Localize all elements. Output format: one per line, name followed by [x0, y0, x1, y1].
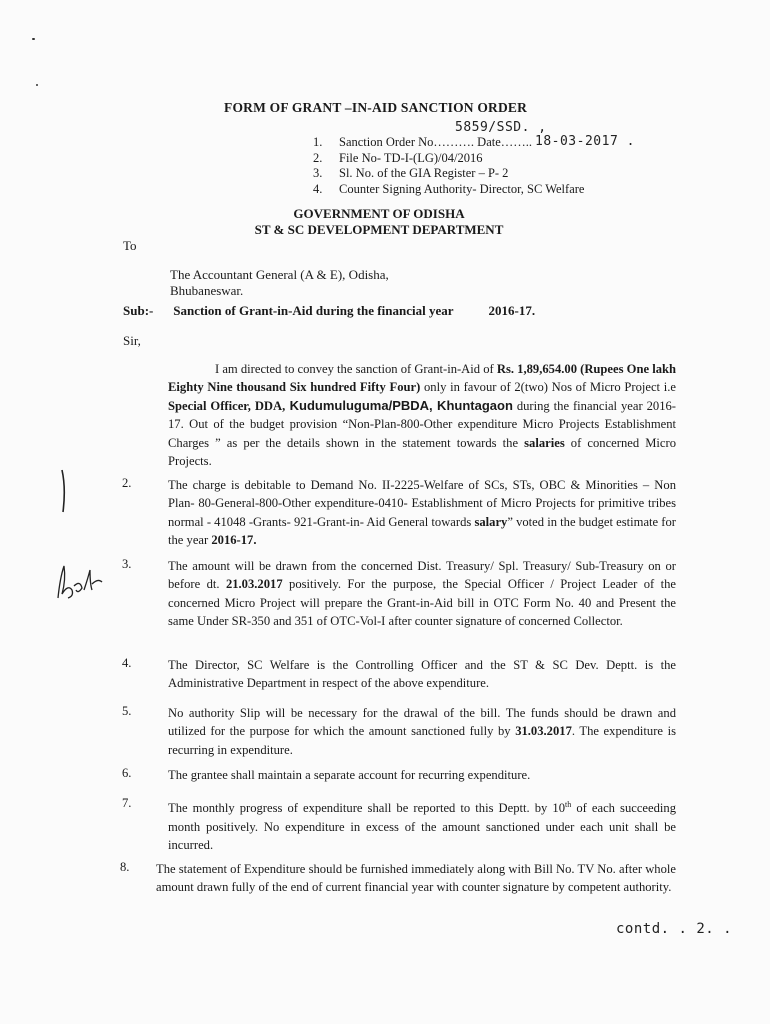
handwritten-order-date: 18-03-2017 .	[535, 134, 635, 149]
handwritten-order-number: 5859/SSD. ,	[455, 120, 547, 135]
scan-speck	[36, 84, 38, 86]
handwritten-initials-signature	[52, 560, 104, 602]
to-label: To	[123, 238, 137, 253]
paragraph-4: The Director, SC Welfare is the Controlling Officer and the ST & SC Dev. Deptt. is the Administrative Department in respect of the above expenditure.	[168, 658, 676, 691]
paragraph-number: 3.	[122, 557, 132, 571]
header-item: 2. File No- TD-I-(LG)/04/2016	[313, 150, 483, 165]
paragraph-1: I am directed to convey the sanction of Grant-in-Aid of Rs. 1,89,654.00 (Rupees One lakh Eighty Nine thousand Six hundred Fifty Four) only in favour of 2(two) Nos of Micro Project i.e Special Officer, DDA, Kudumuluguma/PBDA, Khuntagaon during the financial year 2016-17. Out of the budget provision “Non-Plan-800-Other expenditure Micro Projects Establishment Charges ” as per the details shown in the statement towards the salaries of concerned Micro Projects.	[168, 362, 677, 469]
paragraph-number: 2.	[122, 476, 132, 490]
paragraph-5: No authority Slip will be necessary for the drawal of the bill. The funds should be drawn and utilized for the purpose for which the amount sanctioned fully by 31.03.2017. The expenditure is recurring in expenditure.	[168, 706, 677, 757]
paragraph-number: 5.	[122, 704, 132, 718]
scan-speck	[32, 38, 35, 40]
subject-line: Sub:- Sanction of Grant-in-Aid during the financial year 2016-17.	[123, 303, 536, 318]
paragraph-2: The charge is debitable to Demand No. II-2225-Welfare of SCs, STs, OBC & Minorities – Non Plan- 80-General-800-Other expenditure-0410- Establishment of Micro Projects for primitive tribes normal - 41048 -Grants- 921-Grant-in- Aid General towards salary” voted in the budget estimate for the year 2016-17.	[168, 478, 676, 548]
paragraph-7: The monthly progress of expenditure shall be reported to this Deptt. by 10th of each succeeding month positively. No expenditure in excess of the amount sanctioned under each unit shall be incurred.	[168, 800, 676, 852]
paragraph-8: The statement of Expenditure should be furnished immediately along with Bill No. TV No. after whole amount drawn fully of the end of current financial year with counter signature by competent authority.	[156, 862, 676, 895]
header-item: 3. Sl. No. of the GIA Register – P- 2	[313, 166, 509, 180]
paragraph-number: 6.	[122, 766, 132, 780]
margin-bracket-mark	[58, 468, 70, 514]
salutation: Sir,	[123, 333, 141, 348]
addressee: The Accountant General (A & E), Odisha, Bhubaneswar.	[170, 267, 389, 298]
paragraph-number: 8.	[120, 860, 130, 874]
paragraph-number: 4.	[122, 656, 132, 670]
header-item: 1. Sanction Order No………. Date……..	[313, 135, 533, 149]
continued-note: contd. . 2. .	[616, 921, 733, 937]
paragraph-6: The grantee shall maintain a separate account for recurring expenditure.	[168, 768, 531, 782]
paragraph-number: 7.	[122, 796, 132, 810]
paragraph-3: The amount will be drawn from the concerned Dist. Treasury/ Spl. Treasury/ Sub-Treasury on or before dt. 21.03.2017 positively. For the purpose, the Special Officer / Project Leader of the concerned Micro Project will prepare the Grant-in-Aid bill in OTC Form No. 40 and Present the same Under SR-350 and 351 of OTC-Vol-I after counter signature of concerned Collector.	[168, 559, 676, 629]
government-heading: GOVERNMENT OF ODISHA ST & SC DEVELOPMENT DEPARTMENT	[254, 206, 504, 237]
header-item: 4. Counter Signing Authority- Director, SC Welfare	[313, 181, 585, 196]
header-list	[313, 135, 584, 197]
form-title: FORM OF GRANT –IN-AID SANCTION ORDER	[224, 100, 528, 115]
